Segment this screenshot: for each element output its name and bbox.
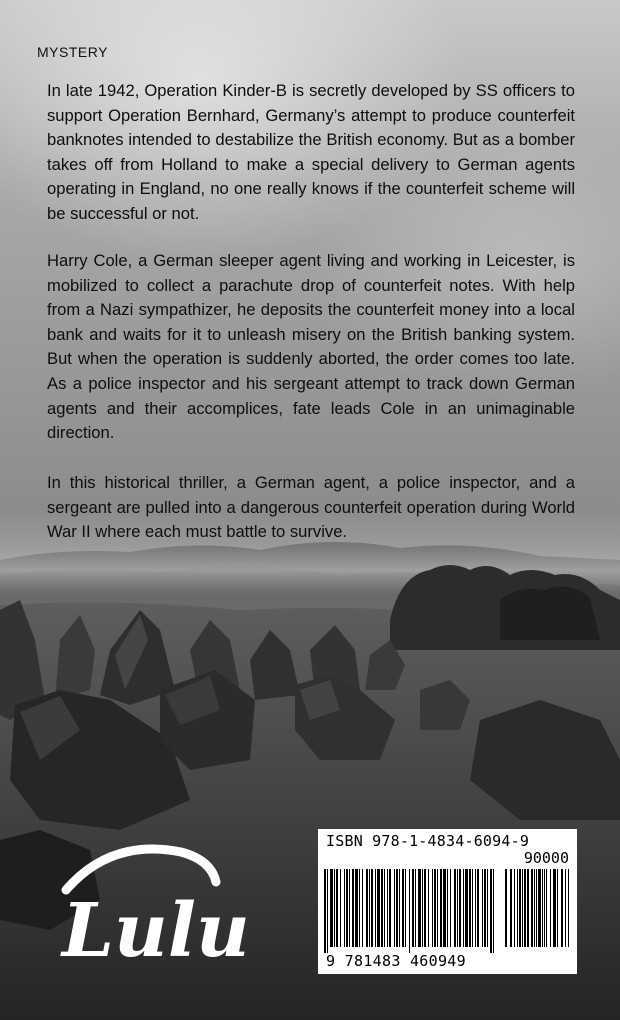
blurb-paragraph-2: Harry Cole, a German sleeper agent living and working in Leicester, is mobilized to collect a parachute drop of counterfeit notes. With help from a Nazi sympathizer, he deposits the counterfeit money into a local bank and waits for it to unleash misery on the British banking system. But when the operation is suddenly aborted, the order comes too late. As a police inspector and his sergeant attempt to track down German agents and their accomplices, fate leads Cole in an unimaginable direction. [47, 251, 575, 443]
ean-digits: 9 781483 460949 [326, 952, 466, 970]
isbn-barcode [318, 829, 577, 974]
price-code: 90000 [523, 849, 569, 867]
blurb-paragraph-3: In this historical thriller, a German agent, a police inspector, and a sergeant are pulled into a dangerous counterfeit operation during World War II where each must battle to survive. [47, 473, 575, 542]
isbn-label: ISBN 978-1-4834-6094-9 [326, 832, 530, 850]
lulu-logo [56, 838, 250, 978]
barcode-bars [324, 869, 571, 953]
blurb-paragraph-1: In late 1942, Operation Kinder-B is secretly developed by SS officers to support Operation Bernhard, Germany’s attempt to produce counterfeit banknotes intended to destabilize the British economy. But as a bomber takes off from Holland to make a special delivery to German agents operating in England, no one really knows if the counterfeit scheme will be successful or not. [47, 81, 575, 223]
lulu-logo-text: Lulu [62, 888, 250, 974]
genre-label: MYSTERY [37, 44, 108, 60]
